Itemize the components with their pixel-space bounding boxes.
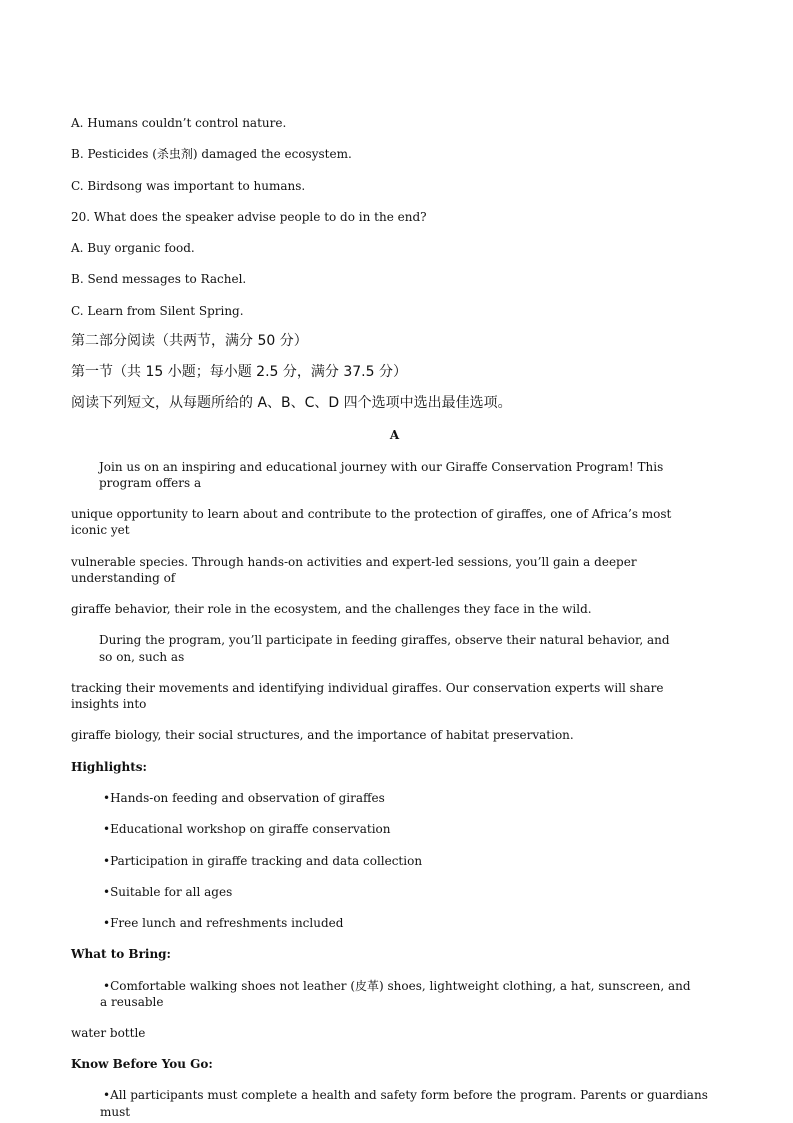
q19-option-a: A. Humans couldn’t control nature. xyxy=(71,116,287,130)
passage-p1-line1: Join us on an inspiring and educational journey with our Giraffe Conservation Program! This xyxy=(99,460,664,474)
passage-p2-line1b: so on, such as xyxy=(99,650,185,664)
passage-p1-line3b: understanding of xyxy=(71,571,176,585)
what-to-bring-heading: What to Bring: xyxy=(71,947,171,961)
passage-p1-line2b: iconic yet xyxy=(71,523,130,537)
bring-item-line1b: a reusable xyxy=(100,995,164,1009)
bring-item-line2: water bottle xyxy=(71,1026,146,1040)
passage-p1-line1b: program offers a xyxy=(99,476,202,490)
section1-title: 第一节（共 15 小题；每小题 2.5 分，满分 37.5 分） xyxy=(71,364,407,380)
know-item-line1: •All participants must complete a health and safety form before the program. Parents or guardians xyxy=(103,1088,708,1102)
know-item-line1b: must xyxy=(100,1105,131,1119)
passage-p1-line4: giraffe behavior, their role in the ecosystem, and the challenges they face in the wild. xyxy=(71,602,592,616)
q19-option-b: B. Pesticides (杀虫剂) damaged the ecosystem. xyxy=(71,147,352,161)
highlights-heading: Highlights: xyxy=(71,760,147,774)
passage-p1-line2: unique opportunity to learn about and contribute to the protection of giraffes, one of Africa’s most xyxy=(71,507,672,521)
passage-p2-line3: giraffe biology, their social structures, and the importance of habitat preservation. xyxy=(71,728,574,742)
bring-item-line1: •Comfortable walking shoes not leather (皮革) shoes, lightweight clothing, a hat, sunscreen, and xyxy=(103,979,691,993)
passage-p2-line2: tracking their movements and identifying individual giraffes. Our conservation experts will share xyxy=(71,681,664,695)
passage-p1-line3: vulnerable species. Through hands-on activities and expert-led sessions, you’ll gain a deeper xyxy=(71,555,637,569)
q20-option-c: C. Learn from Silent Spring. xyxy=(71,304,244,318)
highlight-item: •Hands-on feeding and observation of giraffes xyxy=(103,791,385,805)
part2-title: 第二部分阅读（共两节，满分 50 分） xyxy=(71,333,308,349)
q19-option-c: C. Birdsong was important to humans. xyxy=(71,179,306,193)
passage-p2-line2b: insights into xyxy=(71,697,147,711)
section1-instruction: 阅读下列短文，从每题所给的 A、B、C、D 四个选项中选出最佳选项。 xyxy=(71,395,512,411)
know-before-heading: Know Before You Go: xyxy=(71,1057,213,1071)
q20-question: 20. What does the speaker advise people to do in the end? xyxy=(71,210,427,224)
passage-label: A xyxy=(389,428,400,442)
highlight-item: •Suitable for all ages xyxy=(103,885,233,899)
highlight-item: •Educational workshop on giraffe conservation xyxy=(103,822,391,836)
passage-p2-line1: During the program, you’ll participate in feeding giraffes, observe their natural behavior, and xyxy=(99,633,670,647)
highlight-item: •Free lunch and refreshments included xyxy=(103,916,344,930)
q20-option-b: B. Send messages to Rachel. xyxy=(71,272,247,286)
q20-option-a: A. Buy organic food. xyxy=(71,241,195,255)
highlight-item: •Participation in giraffe tracking and data collection xyxy=(103,854,423,868)
